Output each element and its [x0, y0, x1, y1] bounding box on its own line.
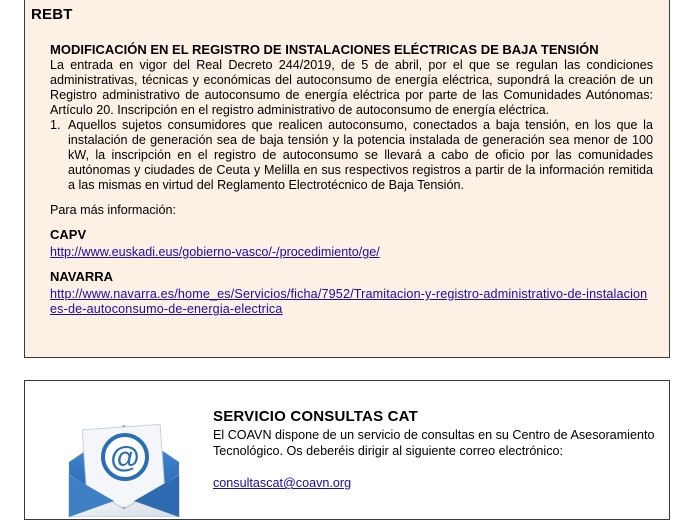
capv-label: CAPV — [50, 227, 87, 242]
navarra-link[interactable]: http://www.navarra.es/home_es/Servicios/ficha/7952/Tramitacion-y-registro-administrativo-de-instalaciones-de-autoconsumo-de-energia-electrica — [50, 287, 648, 316]
svg-text:@: @ — [110, 441, 140, 474]
rebt-content — [50, 42, 653, 317]
list-item-number: 1. — [50, 118, 61, 132]
email-envelope-icon — [59, 417, 189, 517]
rebt-intro-paragraph: La entrada en vigor del Real Decreto 244/2019, de 5 de abril, por el que se regulan las condiciones administrativas, técnicas y económicas del autoconsumo de energía eléctrica, supondrá la creación de un Registro administrativo de autoconsumo de energía eléctrica por parte de las Comunidades Autónomas: Artículo 20. Inscripción en el registro administrativo de autoconsumo de energía eléctrica. — [50, 58, 653, 117]
capv-link[interactable]: http://www.euskadi.eus/gobierno-vasco/-/procedimiento/ge/ — [50, 245, 380, 259]
cat-email-link[interactable]: consultascat@coavn.org — [213, 476, 352, 490]
rebt-section — [24, 0, 670, 358]
cat-section — [24, 380, 670, 520]
rebt-list-item — [50, 118, 653, 193]
list-item-text: Aquellos sujetos consumidores que realicen autoconsumo, conectados a baja tensión, en los que la instalación de generación sea de baja tensión y la potencia instalada de generación sea menor de 100 kW, la inscripción en el registro de autoconsumo se llevará a cabo de oficio por las comunidades autónomas y ciudades de Ceuta y Melilla en sus respectivos registros a partir de la información remitida a las mismas en virtud del Reglamento Electrotécnico de Baja Tensión. — [68, 118, 653, 192]
rebt-heading: REBT — [31, 6, 73, 23]
navarra-label: NAVARRA — [50, 269, 114, 284]
cat-title: SERVICIO CONSULTAS CAT — [213, 408, 418, 425]
cat-description: El COAVN dispone de un servicio de consultas en su Centro de Asesoramiento Tecnológico. Os deberéis dirigir al siguiente correo electrónico: — [213, 428, 655, 458]
rebt-subheading: MODIFICACIÓN EN EL REGISTRO DE INSTALACIONES ELÉCTRICAS DE BAJA TENSIÓN — [50, 42, 599, 57]
more-info-label: Para más información: — [50, 203, 176, 217]
cat-text-block — [213, 409, 663, 491]
